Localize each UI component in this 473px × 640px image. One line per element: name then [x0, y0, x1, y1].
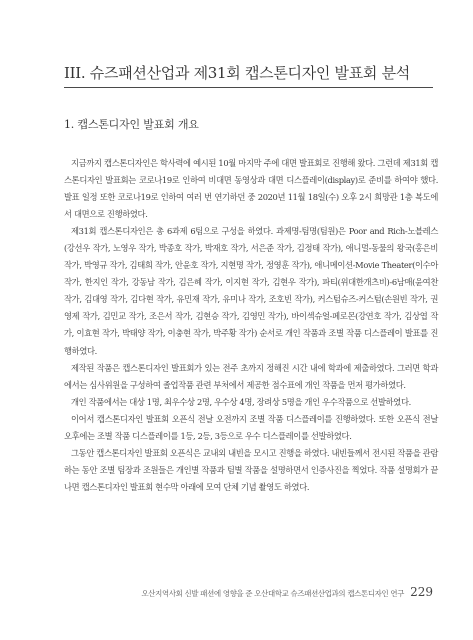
paragraph: 개인 작품에서는 대상 1명, 최우수상 2명, 우수상 4명, 장려상 5명을 개인 우수작품으로 선발하였다. — [71, 396, 411, 407]
paragraph: 제31회 캡스톤디자인은 총 6과제 6팀으로 구성을 하였다. 과제명-팀명(팀원)은 Poor and Rich-노블레스(강선우 작가, 노영우 작가, 박종호 작가, 박재호 작가, 서은준 작가, 김정태 작가), 애니멀-동물의 왕국(홍은비 작가, 박영규 작가, 김태희 작가, 안윤호 작가, 지현명 작가, 정영훈 작가), 애니메이션-Movie Theater(이수아 작가, 한지인 작가, 강동남 작가, 김은혜 작가, 이지현 작가, 김현우 작가), 파티(위대한개츠비)-6남매(윤여찬 작가, 김대영 작가, 김다현 작가, 유민재 작가, 유미나 작가, 조호빈 작가), 커스텀슈즈-커스텀(손원빈 작가, 권영제 작가, 김민교 작가, 조은서 작가, 김현승 작가, 김영민 작가), 바이섹슈얼-페로몬(강연호 작가, 김상엽 작가, 이효현 작가, 박태양 작가, 이충현 작가, 박주황 작가) 순서로 개인 작품과 조별 작품 디스플레이 발표를 진행하였다. — [64, 226, 438, 356]
running-title: 오산지역사회 신발 패션에 영향을 준 오산대학교 슈즈패션산업과의 캡스톤디자인 연구 — [141, 589, 405, 598]
page-footer — [141, 585, 433, 599]
paragraph: 그동안 캡스톤디자인 발표회 오픈식은 교내외 내빈을 모시고 진행을 하였다. 내빈들께서 전시된 작품을 관람하는 동안 조별 팀장과 조원들은 개인별 작품과 팀별 작품을 설명하면서 인증사진을 찍었다. 작품 설명회가 끝나면 캡스톤디자인 발표회 현수막 아래에 모여 단체 기념 촬영도 하였다. — [64, 447, 438, 492]
chapter-title-rule — [64, 87, 433, 88]
chapter-title: III. 슈즈패션산업과 제31회 캡스톤디자인 발표회 분석 — [64, 64, 410, 82]
page-number: 229 — [410, 585, 433, 599]
paragraph: 제작된 작품은 캡스톤디자인 발표회가 있는 전주 초까지 정해진 시간 내에 학과에 제출하였다. 그러면 학과에서는 심사위원을 구성하여 졸업작품 관련 부처에서 제공한 점수표에 개인 작품을 먼저 평가하였다. — [64, 362, 438, 390]
paragraph: 이어서 캡스톤디자인 발표회 오픈식 전날 오전까지 조별 작품 디스플레이를 진행하였다. 또한 오픈식 전날 오후에는 조별 작품 디스플레이를 1등, 2등, 3등으로 우수 디스플레이를 선발하였다. — [64, 413, 438, 441]
section-title: 1. 캡스톤디자인 발표회 개요 — [64, 118, 199, 131]
paragraph: 지금까지 캡스톤디자인은 학사력에 예시된 10월 마지막 주에 대면 발표회로 진행해 왔다. 그런데 제31회 캡스톤디자인 발표회는 코로나19로 인하여 비대면 동영상과 대면 디스플레이(display)로 준비를 하여야 했다. 발표 일정 또한 코로나19로 인하여 여러 번 연기하던 중 2020년 11월 18일(수) 오후 2시 희망관 1층 복도에서 대면으로 진행하였다. — [64, 158, 438, 220]
body-text — [64, 155, 438, 496]
